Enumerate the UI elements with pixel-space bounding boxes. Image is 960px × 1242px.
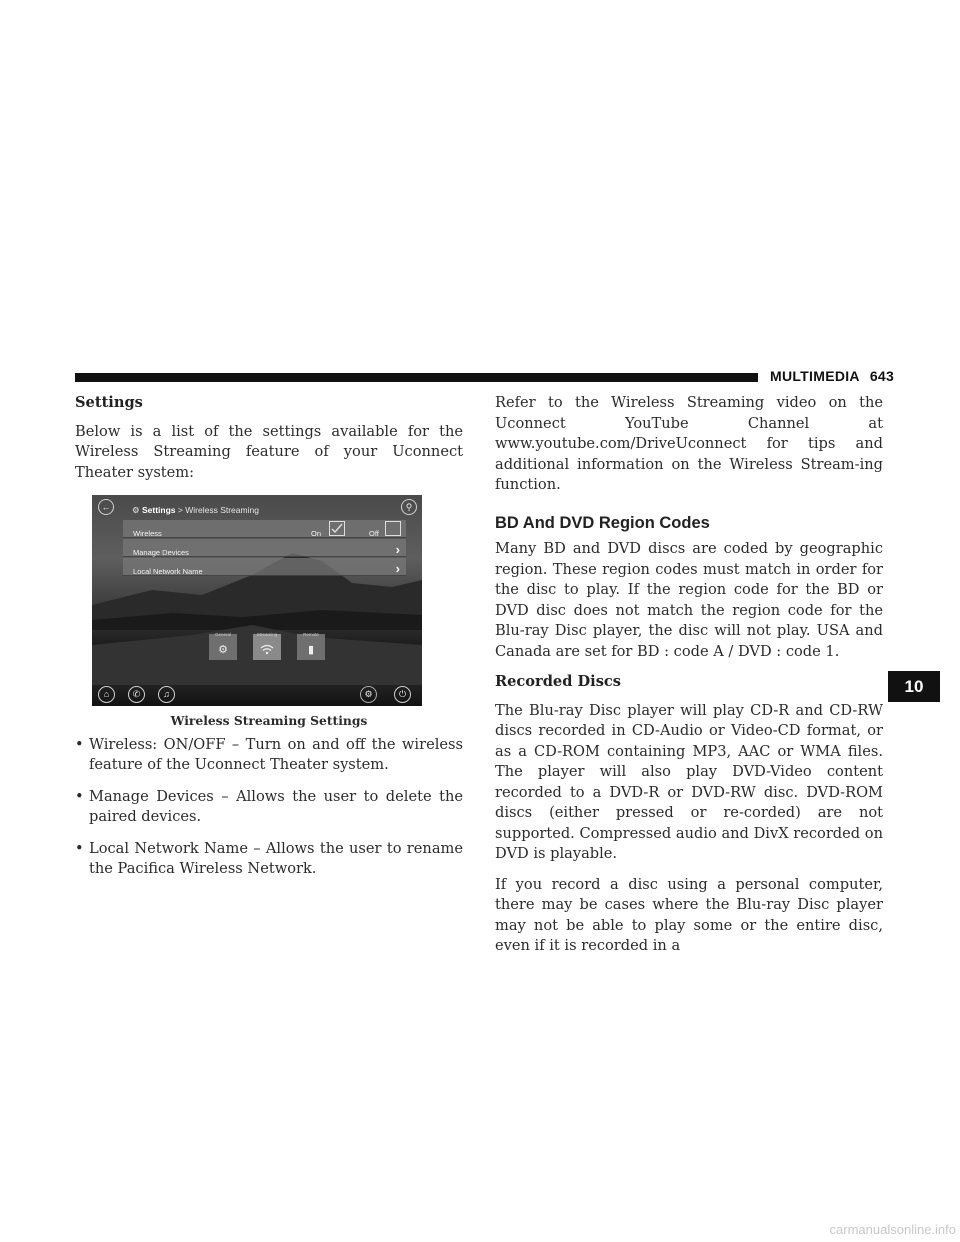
breadcrumb-separator: >: [177, 505, 183, 515]
wireless-row[interactable]: [123, 520, 406, 538]
wifi-icon: [253, 642, 281, 656]
checkmark-icon: [330, 522, 344, 535]
phone-icon[interactable]: ✆: [128, 686, 145, 703]
breadcrumb-settings[interactable]: Settings: [142, 505, 176, 515]
settings-intro: Below is a list of the settings available for the Wireless Streaming feature of your Uconnect Theater system:: [75, 422, 463, 481]
list-item: [75, 839, 463, 880]
list-item-text: Wireless: ON/OFF – Turn on and off the wireless feature of the Uconnect Theater system.: [89, 735, 463, 773]
home-icon[interactable]: ⌂: [98, 686, 115, 703]
settings-list: [75, 735, 463, 880]
running-header: [770, 368, 894, 384]
settings-heading: Settings: [75, 394, 143, 411]
figure-caption: Wireless Streaming Settings: [170, 713, 368, 728]
gear-icon: ⚙: [132, 505, 140, 515]
manage-devices-label: Manage Devices: [133, 548, 189, 557]
tab-remote[interactable]: [297, 634, 325, 660]
tab-general[interactable]: [209, 634, 237, 660]
region-codes-heading: BD And DVD Region Codes: [495, 513, 710, 532]
screen-top-bar: [92, 495, 422, 517]
gear-icon[interactable]: ⚙: [360, 686, 377, 703]
list-item-text: Local Network Name – Allows the user to rename the Pacifica Wireless Network.: [89, 839, 463, 877]
region-codes-paragraph: Many BD and DVD discs are coded by geographic region. These region codes must match in order for the disc to play. If the region code for the BD or DVD disc does not match the region code for the Blu-ray Disc player, the disc will not play. USA and Canada are set for BD : code A / DVD : code 1.: [495, 540, 883, 660]
wireless-streaming-screenshot: [92, 495, 422, 706]
page-number: 643: [869, 368, 895, 384]
left-column: [75, 393, 463, 891]
recorded-discs-heading: Recorded Discs: [495, 673, 622, 690]
tab-streaming-label: Streaming: [256, 632, 278, 637]
watermark: carmanualsonline.info: [829, 1222, 956, 1237]
chapter-tab: 10: [888, 671, 940, 702]
right-column: [495, 393, 883, 957]
recorded-discs-paragraph: The Blu-ray Disc player will play CD-R and CD-RW discs recorded in CD-Audio or Video-CD format, or as a CD-ROM containing MP3, AAC or WMA files. The player will also play DVD-Video content recorded to a DVD-R or DVD-RW disc. DVD-ROM discs (either pressed or re-corded) are not supported. Compressed audio and DivX recorded on DVD is playable.: [495, 701, 883, 862]
personal-computer-paragraph: If you record a disc using a personal computer, there may be cases where the Blu-ray Disc player may not be able to play some or the entire disc, even if it is recorded in a: [495, 875, 883, 954]
back-icon[interactable]: ←: [98, 499, 114, 515]
breadcrumb-current: Wireless Streaming: [185, 505, 259, 515]
local-network-name-row[interactable]: [123, 558, 406, 576]
local-network-name-label: Local Network Name: [133, 567, 203, 576]
bullet-icon: •: [75, 787, 84, 805]
youtube-paragraph: Refer to the Wireless Streaming video on the Uconnect YouTube Channel at www.youtube.com/DriveUconnect for tips and additional information on the Wireless Stream-ing function.: [495, 394, 883, 493]
tab-remote-label: Remote: [303, 632, 319, 637]
screen-bottom-bar: [92, 682, 422, 706]
list-item: [75, 735, 463, 776]
remote-icon: ▮: [307, 644, 315, 656]
bullet-icon: •: [75, 735, 84, 753]
on-label: On: [311, 529, 322, 538]
search-icon[interactable]: ⚲: [401, 499, 417, 515]
header-rule: [75, 373, 758, 382]
bullet-icon: •: [75, 839, 84, 857]
manage-devices-row[interactable]: [123, 539, 406, 557]
wireless-label: Wireless: [133, 529, 162, 538]
on-checkbox[interactable]: [329, 521, 345, 536]
tab-general-label: General: [214, 632, 231, 637]
power-icon[interactable]: ⏻: [394, 686, 411, 703]
section-title: MULTIMEDIA: [770, 368, 860, 384]
chevron-right-icon: ›: [395, 561, 400, 576]
tab-streaming[interactable]: [253, 634, 281, 660]
gear-icon: ⚙: [218, 644, 228, 656]
list-item: [75, 787, 463, 828]
chevron-right-icon: ›: [395, 542, 400, 557]
list-item-text: Manage Devices – Allows the user to delete the paired devices.: [89, 787, 463, 825]
breadcrumb: [132, 500, 259, 521]
off-label: Off: [369, 529, 379, 538]
off-checkbox[interactable]: [385, 521, 401, 536]
headphones-icon[interactable]: ♫: [158, 686, 175, 703]
